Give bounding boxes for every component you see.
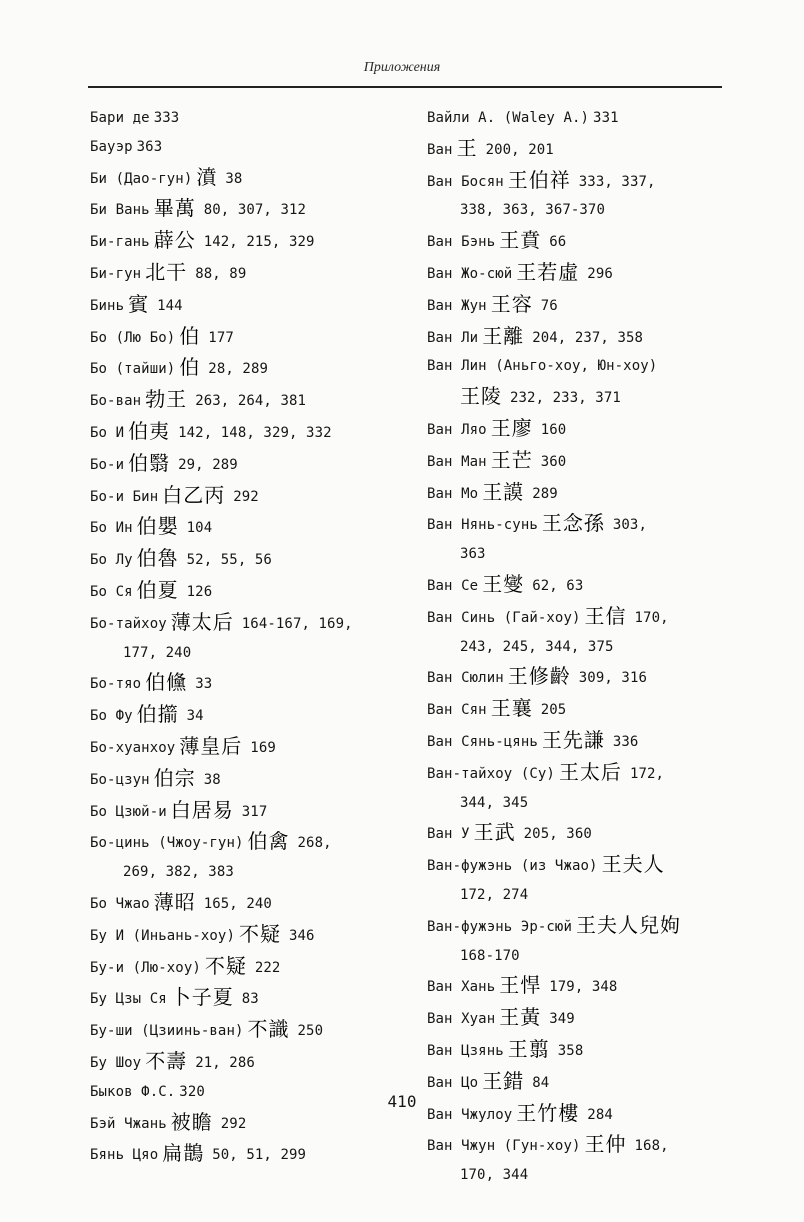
entry-chinese: 王伯祥 [507, 167, 571, 192]
entry-chinese: 王信 [584, 603, 627, 628]
entry-pages: 179, 348 [549, 979, 618, 996]
index-entry [90, 919, 415, 951]
entry-chinese: 北干 [145, 259, 188, 284]
entry-pages: 296 [587, 265, 613, 282]
index-entry [427, 849, 747, 881]
index-column-left [90, 104, 415, 1170]
index-entry [90, 352, 415, 384]
entry-pages: 50, 51, 299 [212, 1147, 307, 1164]
index-entry [427, 445, 747, 477]
index-entry [90, 699, 415, 731]
index-entry [90, 104, 415, 133]
entry-pages: 170, 344 [460, 1167, 529, 1184]
entry-name: Бинь [90, 297, 125, 314]
entry-pages: 200, 201 [485, 141, 554, 158]
index-entry [90, 289, 415, 321]
entry-pages: 344, 345 [460, 794, 529, 811]
index-entry [90, 607, 415, 639]
entry-chinese: 不疑 [204, 953, 247, 978]
index-entry [427, 661, 747, 693]
entry-name: Ван У [427, 826, 470, 843]
entry-name: Бу-и (Лю-хоу) [90, 959, 201, 976]
entry-name: Ван Сюлин [427, 670, 504, 687]
entry-name: Бэй Чжань [90, 1115, 167, 1132]
entry-name: Бу-ши (Цзиинь-ван) [90, 1023, 244, 1040]
index-entry [90, 1138, 415, 1170]
entry-pages: 80, 307, 312 [203, 202, 307, 219]
index-entry-continuation [90, 858, 415, 887]
index-entry [90, 257, 415, 289]
entry-name: Ван Синь (Гай-хоу) [427, 609, 581, 626]
entry-pages: 88, 89 [195, 265, 247, 282]
index-entry-continuation [427, 1161, 747, 1190]
entry-chinese: 白居易 [170, 797, 234, 822]
entry-pages: 292 [220, 1115, 247, 1132]
index-entry [90, 951, 415, 983]
entry-name: Ван-тайхоу (Су) [427, 765, 555, 782]
index-entry [427, 601, 747, 633]
entry-pages: 309, 316 [578, 670, 647, 687]
entry-chinese: 王夫人 [601, 852, 665, 877]
entry-pages: 177, 240 [123, 644, 192, 661]
entry-name: Ван Ляо [427, 421, 487, 438]
index-entry [90, 448, 415, 480]
index-entry [90, 731, 415, 763]
index-entry [427, 910, 747, 942]
entry-name: Бо Лу [90, 552, 133, 569]
entry-pages: 142, 215, 329 [203, 234, 315, 251]
entry-pages: 165, 240 [203, 895, 272, 912]
entry-name: Ван Жо-сюй [427, 265, 513, 282]
entry-name: Бо-и Бин [90, 488, 159, 505]
index-entry [90, 982, 415, 1014]
entry-pages: 62, 63 [532, 577, 584, 594]
entry-name: Ван Ман [427, 453, 487, 470]
entry-pages: 177 [208, 329, 234, 346]
entry-chinese: 白乙丙 [162, 482, 226, 507]
entry-name: Ван Хуан [427, 1011, 496, 1028]
entry-pages: 142, 148, 329, 332 [178, 424, 332, 441]
entry-chinese: 王修齡 [507, 664, 571, 689]
entry-chinese: 濆 [196, 164, 218, 189]
index-entry [90, 1014, 415, 1046]
index-entry [427, 725, 747, 757]
entry-pages: 28, 289 [208, 361, 268, 378]
entry-name: Быков Ф.С. [90, 1083, 176, 1100]
entry-chinese: 伯 [179, 323, 201, 348]
entry-pages: 52, 55, 56 [186, 552, 272, 569]
entry-name: Бо-ван [90, 393, 142, 410]
index-entry-continuation [427, 789, 747, 818]
entry-name: Бо (тайши) [90, 361, 176, 378]
entry-name: Ван Босян [427, 173, 504, 190]
entry-pages: 34 [186, 708, 204, 725]
entry-chinese: 王悍 [499, 973, 542, 998]
entry-pages: 76 [540, 297, 558, 314]
index-entry [90, 321, 415, 353]
entry-pages: 21, 286 [195, 1054, 255, 1071]
entry-name: Ван Цо [427, 1074, 479, 1091]
entry-name: Ван Сянь-цянь [427, 733, 538, 750]
entry-pages: 338, 363, 367-370 [460, 202, 605, 219]
index-entry [90, 480, 415, 512]
entry-pages: 268, [297, 835, 332, 852]
entry-chinese: 卜子夏 [170, 985, 234, 1010]
entry-name: Би-гун [90, 265, 142, 282]
entry-name: Ван Чжун (Гун-хоу) [427, 1138, 581, 1155]
index-entry [90, 133, 415, 162]
entry-chinese: 伯 [179, 355, 201, 380]
entry-chinese: 伯宗 [153, 765, 196, 790]
index-entry [90, 193, 415, 225]
entry-name: Бо Чжао [90, 895, 150, 912]
index-entry-continuation [427, 881, 747, 910]
index-entry [427, 225, 747, 257]
entry-name: Би-гань [90, 234, 150, 251]
entry-chinese: 伯擶 [136, 702, 179, 727]
entry-pages: 358 [557, 1042, 584, 1059]
entry-name: Бо-цзун [90, 771, 150, 788]
entry-name: Ван Сян [427, 702, 487, 719]
entry-name: Бу И (Иньань-хоу) [90, 927, 235, 944]
index-entry [90, 795, 415, 827]
entry-name: Ван Лин (Аньго-хоу, Юн-хоу) [427, 358, 658, 375]
entry-chinese: 王黃 [499, 1005, 542, 1030]
entry-name: Бянь Цяо [90, 1147, 159, 1164]
entry-pages: 205 [540, 702, 567, 719]
index-entry [427, 477, 747, 509]
entry-name: Бо Фу [90, 708, 133, 725]
index-entry [90, 667, 415, 699]
entry-chinese: 不識 [247, 1017, 290, 1042]
index-entry-continuation [427, 196, 747, 225]
entry-pages: 172, 274 [460, 886, 529, 903]
entry-pages: 204, 237, 358 [532, 329, 644, 346]
header-rule [88, 86, 722, 88]
entry-chinese: 伯儵 [145, 670, 188, 695]
index-entry-continuation [427, 381, 747, 413]
entry-name: Ван Мо [427, 485, 479, 502]
entry-chinese: 不疑 [239, 921, 281, 946]
entry-name: Ван Чжулоу [427, 1106, 513, 1123]
entry-chinese: 王竹樓 [516, 1100, 580, 1125]
index-entry [90, 1107, 415, 1139]
entry-pages: 263, 264, 381 [195, 393, 307, 410]
entry-chinese: 王夫人兒姁 [576, 912, 681, 937]
entry-pages: 160 [540, 421, 567, 438]
index-entry [427, 104, 747, 133]
entry-chinese: 王襄 [490, 696, 533, 721]
entry-pages: 250 [297, 1023, 324, 1040]
entry-chinese: 薄太后 [170, 609, 234, 634]
entry-chinese: 王錯 [482, 1068, 525, 1093]
entry-name: Ван Се [427, 577, 479, 594]
entry-chinese: 王翦 [507, 1036, 550, 1061]
entry-chinese: 伯夷 [128, 418, 171, 443]
entry-pages: 205, 360 [523, 826, 592, 843]
entry-chinese: 伯嬰 [136, 514, 179, 539]
entry-chinese: 伯翳 [128, 450, 171, 475]
entry-pages: 349 [549, 1011, 575, 1028]
entry-pages: 83 [241, 991, 259, 1008]
entry-pages: 346 [289, 927, 315, 944]
index-entry [427, 289, 747, 321]
index-entry [90, 225, 415, 257]
entry-pages: 169 [250, 739, 276, 756]
entry-chinese: 王 [456, 135, 478, 160]
entry-pages: 243, 245, 344, 375 [460, 638, 614, 655]
entry-pages: 84 [532, 1074, 550, 1091]
entry-name: Бари де [90, 110, 150, 126]
entry-pages: 303, [612, 517, 647, 534]
entry-name: Ван Хань [427, 979, 496, 996]
entry-pages: 29, 289 [178, 456, 238, 473]
entry-name: Бо-тяо [90, 676, 142, 693]
entry-pages: 284 [587, 1106, 613, 1123]
entry-pages: 289 [532, 485, 558, 502]
entry-chinese: 不壽 [145, 1048, 188, 1073]
entry-pages: 333 [153, 110, 180, 126]
index-entry-continuation [427, 942, 747, 971]
entry-chinese: 王若虛 [516, 259, 580, 284]
index-entry [427, 693, 747, 725]
entry-chinese: 伯魯 [136, 546, 179, 571]
index-entry [427, 133, 747, 165]
index-entry [90, 763, 415, 795]
entry-pages: 170, [634, 609, 669, 626]
entry-pages: 168, [634, 1138, 669, 1155]
index-entry [90, 162, 415, 194]
entry-pages: 360 [540, 453, 567, 470]
entry-chinese: 王廖 [490, 415, 533, 440]
entry-pages: 126 [186, 583, 213, 600]
entry-pages: 292 [233, 488, 259, 505]
entry-name: Ван-фужэнь (из Чжао) [427, 858, 598, 875]
entry-name: Ван-фужэнь Эр-сюй [427, 918, 572, 935]
entry-chinese: 王仲 [584, 1132, 627, 1157]
index-entry [90, 1046, 415, 1078]
entry-pages: 317 [241, 803, 268, 820]
entry-pages: 333, 337, [578, 173, 656, 190]
entry-name: Ван Нянь-сунь [427, 517, 538, 534]
entry-name: Бо Ся [90, 583, 133, 600]
entry-name: Бо И [90, 424, 125, 441]
entry-name: Бу Шоу [90, 1054, 142, 1071]
entry-pages: 164-167, 169, [241, 615, 353, 632]
index-entry [427, 321, 747, 353]
entry-pages: 172, [629, 765, 665, 782]
entry-chinese: 薄昭 [153, 889, 196, 914]
entry-pages: 144 [157, 297, 183, 314]
index-entry [90, 887, 415, 919]
entry-name: Ван Жун [427, 297, 487, 314]
index-entry-continuation [90, 639, 415, 668]
entry-name: Бо-хуанхоу [90, 739, 176, 756]
entry-pages: 336 [612, 733, 639, 750]
entry-chinese: 王芒 [490, 447, 533, 472]
entry-name: Бо-и [90, 456, 125, 473]
entry-name: Бо Ин [90, 520, 133, 537]
entry-chinese: 賓 [128, 291, 150, 316]
entry-name: Би Вань [90, 202, 150, 219]
entry-pages: 363 [136, 138, 163, 155]
index-entry [427, 757, 747, 789]
entry-chinese: 王賁 [499, 228, 542, 253]
entry-pages: 33 [195, 676, 213, 693]
index-entry [427, 352, 747, 381]
entry-chinese: 伯夏 [136, 577, 179, 602]
index-entry [90, 826, 415, 858]
entry-pages: 320 [179, 1083, 205, 1100]
entry-pages: 232, 233, 371 [510, 390, 621, 407]
index-entry [427, 508, 747, 540]
index-column-right [427, 104, 747, 1190]
index-entry [427, 413, 747, 445]
entry-chinese: 被瞻 [170, 1109, 213, 1134]
entry-pages: 269, 382, 383 [123, 864, 234, 881]
entry-chinese: 王燮 [482, 571, 525, 596]
entry-chinese: 王離 [482, 323, 525, 348]
entry-name: Ван [427, 141, 453, 158]
entry-name: Бауэр [90, 138, 133, 155]
index-entry [427, 970, 747, 1002]
entry-name: Ван Ли [427, 329, 479, 346]
entry-name: Вайли А. (Waley A.) [427, 110, 590, 126]
index-entry [427, 257, 747, 289]
entry-chinese: 薜公 [153, 228, 196, 253]
entry-chinese: 王謨 [482, 479, 525, 504]
index-entry [427, 1002, 747, 1034]
entry-chinese: 王太后 [558, 759, 622, 784]
index-entry [90, 543, 415, 575]
entry-chinese: 伯禽 [247, 829, 290, 854]
entry-name: Ван Бэнь [427, 234, 496, 251]
entry-pages: 168-170 [460, 947, 520, 964]
entry-pages: 38 [225, 170, 243, 187]
entry-chinese: 王武 [473, 820, 516, 845]
index-entry [427, 165, 747, 197]
index-entry [427, 1034, 747, 1066]
entry-chinese: 王陵 [460, 384, 502, 409]
entry-name: Би (Дао-гун) [90, 170, 193, 187]
entry-pages: 331 [593, 110, 619, 126]
index-entry-continuation [427, 540, 747, 569]
entry-chinese: 勃王 [145, 387, 188, 412]
entry-name: Бо Цзюй-и [90, 803, 167, 820]
index-entry [90, 575, 415, 607]
running-header: Приложения [363, 60, 441, 75]
entry-chinese: 王念孫 [541, 511, 605, 536]
entry-chinese: 畢萬 [153, 196, 196, 221]
entry-pages: 363 [460, 546, 486, 563]
index-entry [90, 384, 415, 416]
page-number: 410 [387, 1092, 417, 1111]
entry-name: Ван Цзянь [427, 1042, 504, 1059]
index-entry [427, 817, 747, 849]
entry-name: Бу Цзы Ся [90, 991, 167, 1008]
entry-chinese: 王容 [490, 291, 533, 316]
entry-pages: 222 [254, 959, 281, 976]
index-entry [427, 569, 747, 601]
index-entry [90, 511, 415, 543]
entry-name: Бо-тайхоу [90, 615, 167, 632]
index-entry-continuation [427, 633, 747, 662]
entry-pages: 66 [549, 234, 567, 251]
entry-name: Бо-цинь (Чжоу-гун) [90, 835, 244, 852]
index-entry [90, 416, 415, 448]
entry-chinese: 扁鵲 [162, 1141, 205, 1166]
index-entry [427, 1129, 747, 1161]
entry-pages: 104 [186, 520, 213, 537]
entry-chinese: 王先謙 [541, 727, 605, 752]
entry-name: Бо (Лю Бо) [90, 329, 176, 346]
entry-pages: 38 [203, 771, 221, 788]
entry-chinese: 薄皇后 [179, 733, 243, 758]
